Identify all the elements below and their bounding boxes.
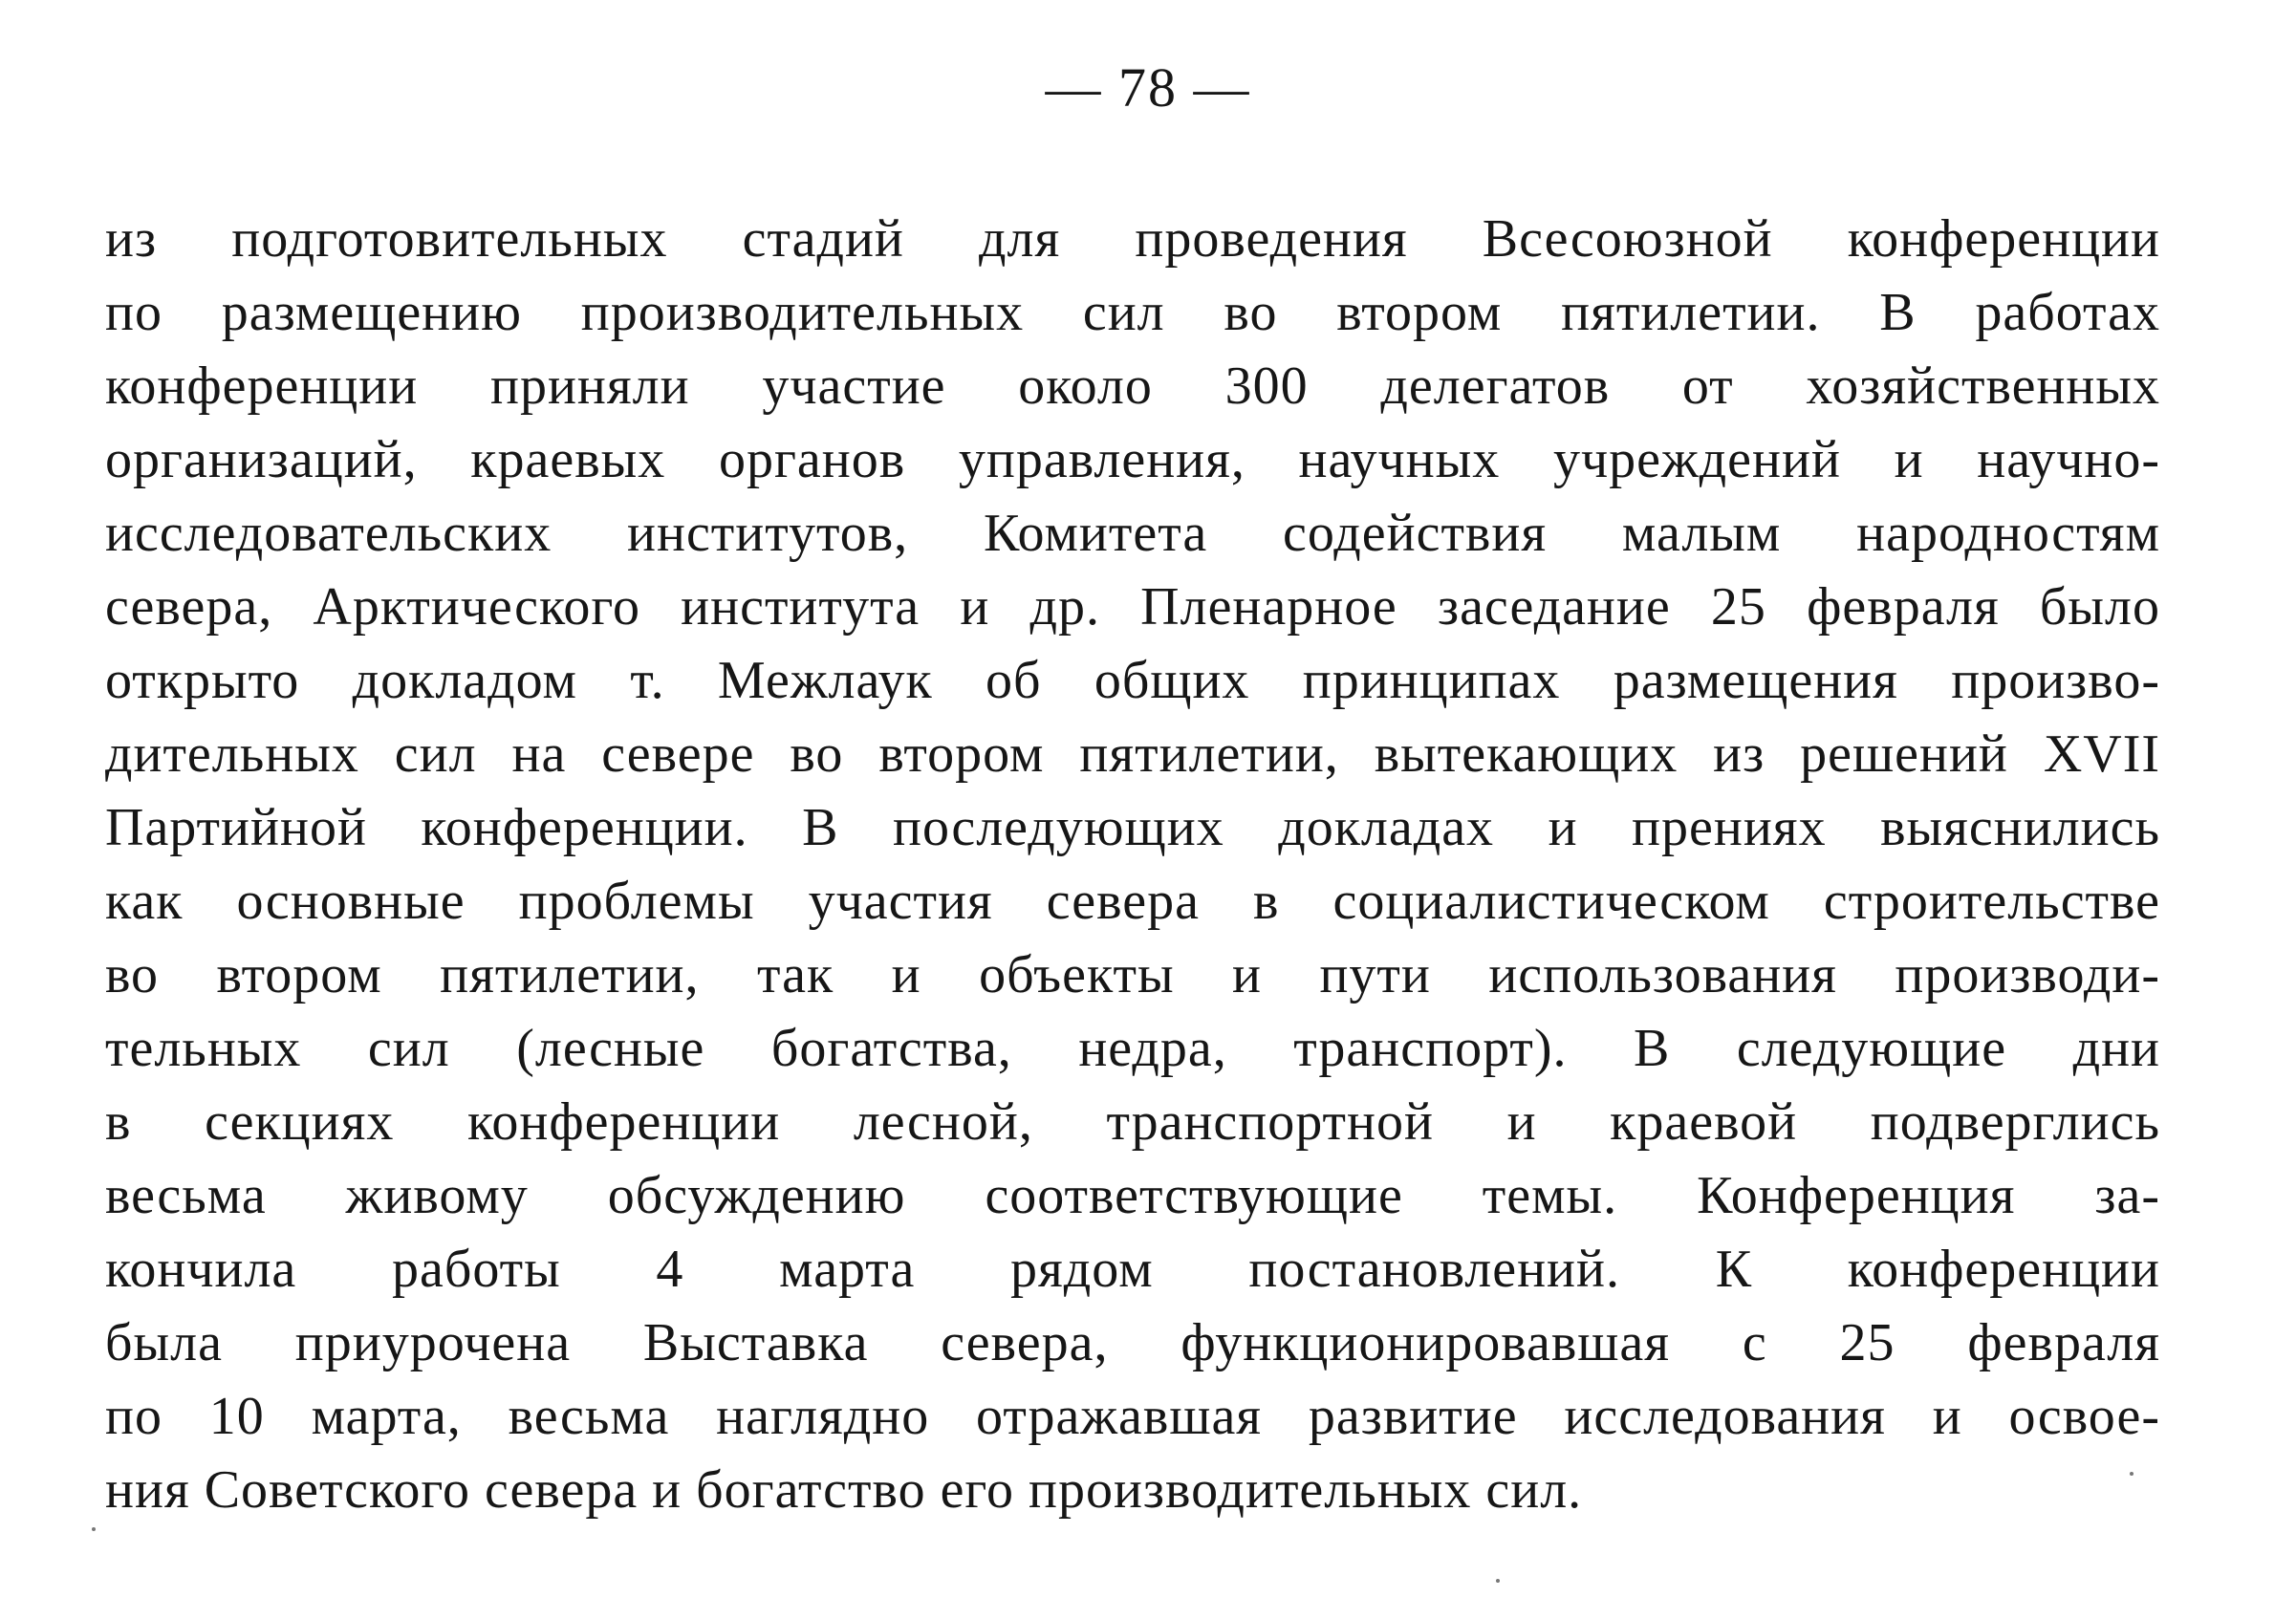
body-text — [105, 203, 2160, 1527]
text-line: открыто докладом т. Межлаук об общих принципах размещения произво- — [105, 651, 2160, 710]
text-line: организаций, краевых органов управления, научных учреждений и научно- — [105, 430, 2160, 489]
text-line: в секциях конференции лесной, транспортной и краевой подверглись — [105, 1092, 2160, 1152]
text-line: была приурочена Выставка севера, функционировавшая с 25 февраля — [105, 1313, 2160, 1372]
text-line: из подготовительных стадий для проведения Всесоюзной конференции — [105, 209, 2160, 269]
print-speck — [92, 1527, 96, 1531]
print-speck — [1496, 1579, 1500, 1583]
page-number: — 78 — — [1045, 56, 1251, 119]
text-line: тельных сил (лесные богатства, недра, транспорт). В следующие дни — [105, 1019, 2160, 1078]
text-line: по 10 марта, весьма наглядно отражавшая развитие исследования и освое- — [105, 1387, 2160, 1446]
text-line: Партийной конференции. В последующих докладах и прениях выяснились — [105, 798, 2160, 857]
text-line: ния Советского севера и богатство его производительных сил. — [105, 1460, 1583, 1520]
text-line: севера, Арктического института и др. Пленарное заседание 25 февраля было — [105, 577, 2160, 637]
text-line: во втором пятилетии, так и объекты и пути использования производи- — [105, 945, 2160, 1004]
text-line: конференции приняли участие около 300 делегатов от хозяйственных — [105, 356, 2160, 416]
text-line: исследовательских институтов, Комитета содействия малым народностям — [105, 504, 2160, 563]
text-line: весьма живому обсуждению соответствующие темы. Конференция за- — [105, 1166, 2160, 1225]
text-line: по размещению производительных сил во втором пятилетии. В работах — [105, 283, 2160, 342]
text-line: кончила работы 4 марта рядом постановлений. К конференции — [105, 1240, 2160, 1299]
print-speck — [2130, 1472, 2134, 1476]
text-line: как основные проблемы участия севера в социалистическом строительстве — [105, 872, 2160, 931]
text-line: дительных сил на севере во втором пятилетии, вытекающих из решений XVII — [105, 724, 2160, 784]
